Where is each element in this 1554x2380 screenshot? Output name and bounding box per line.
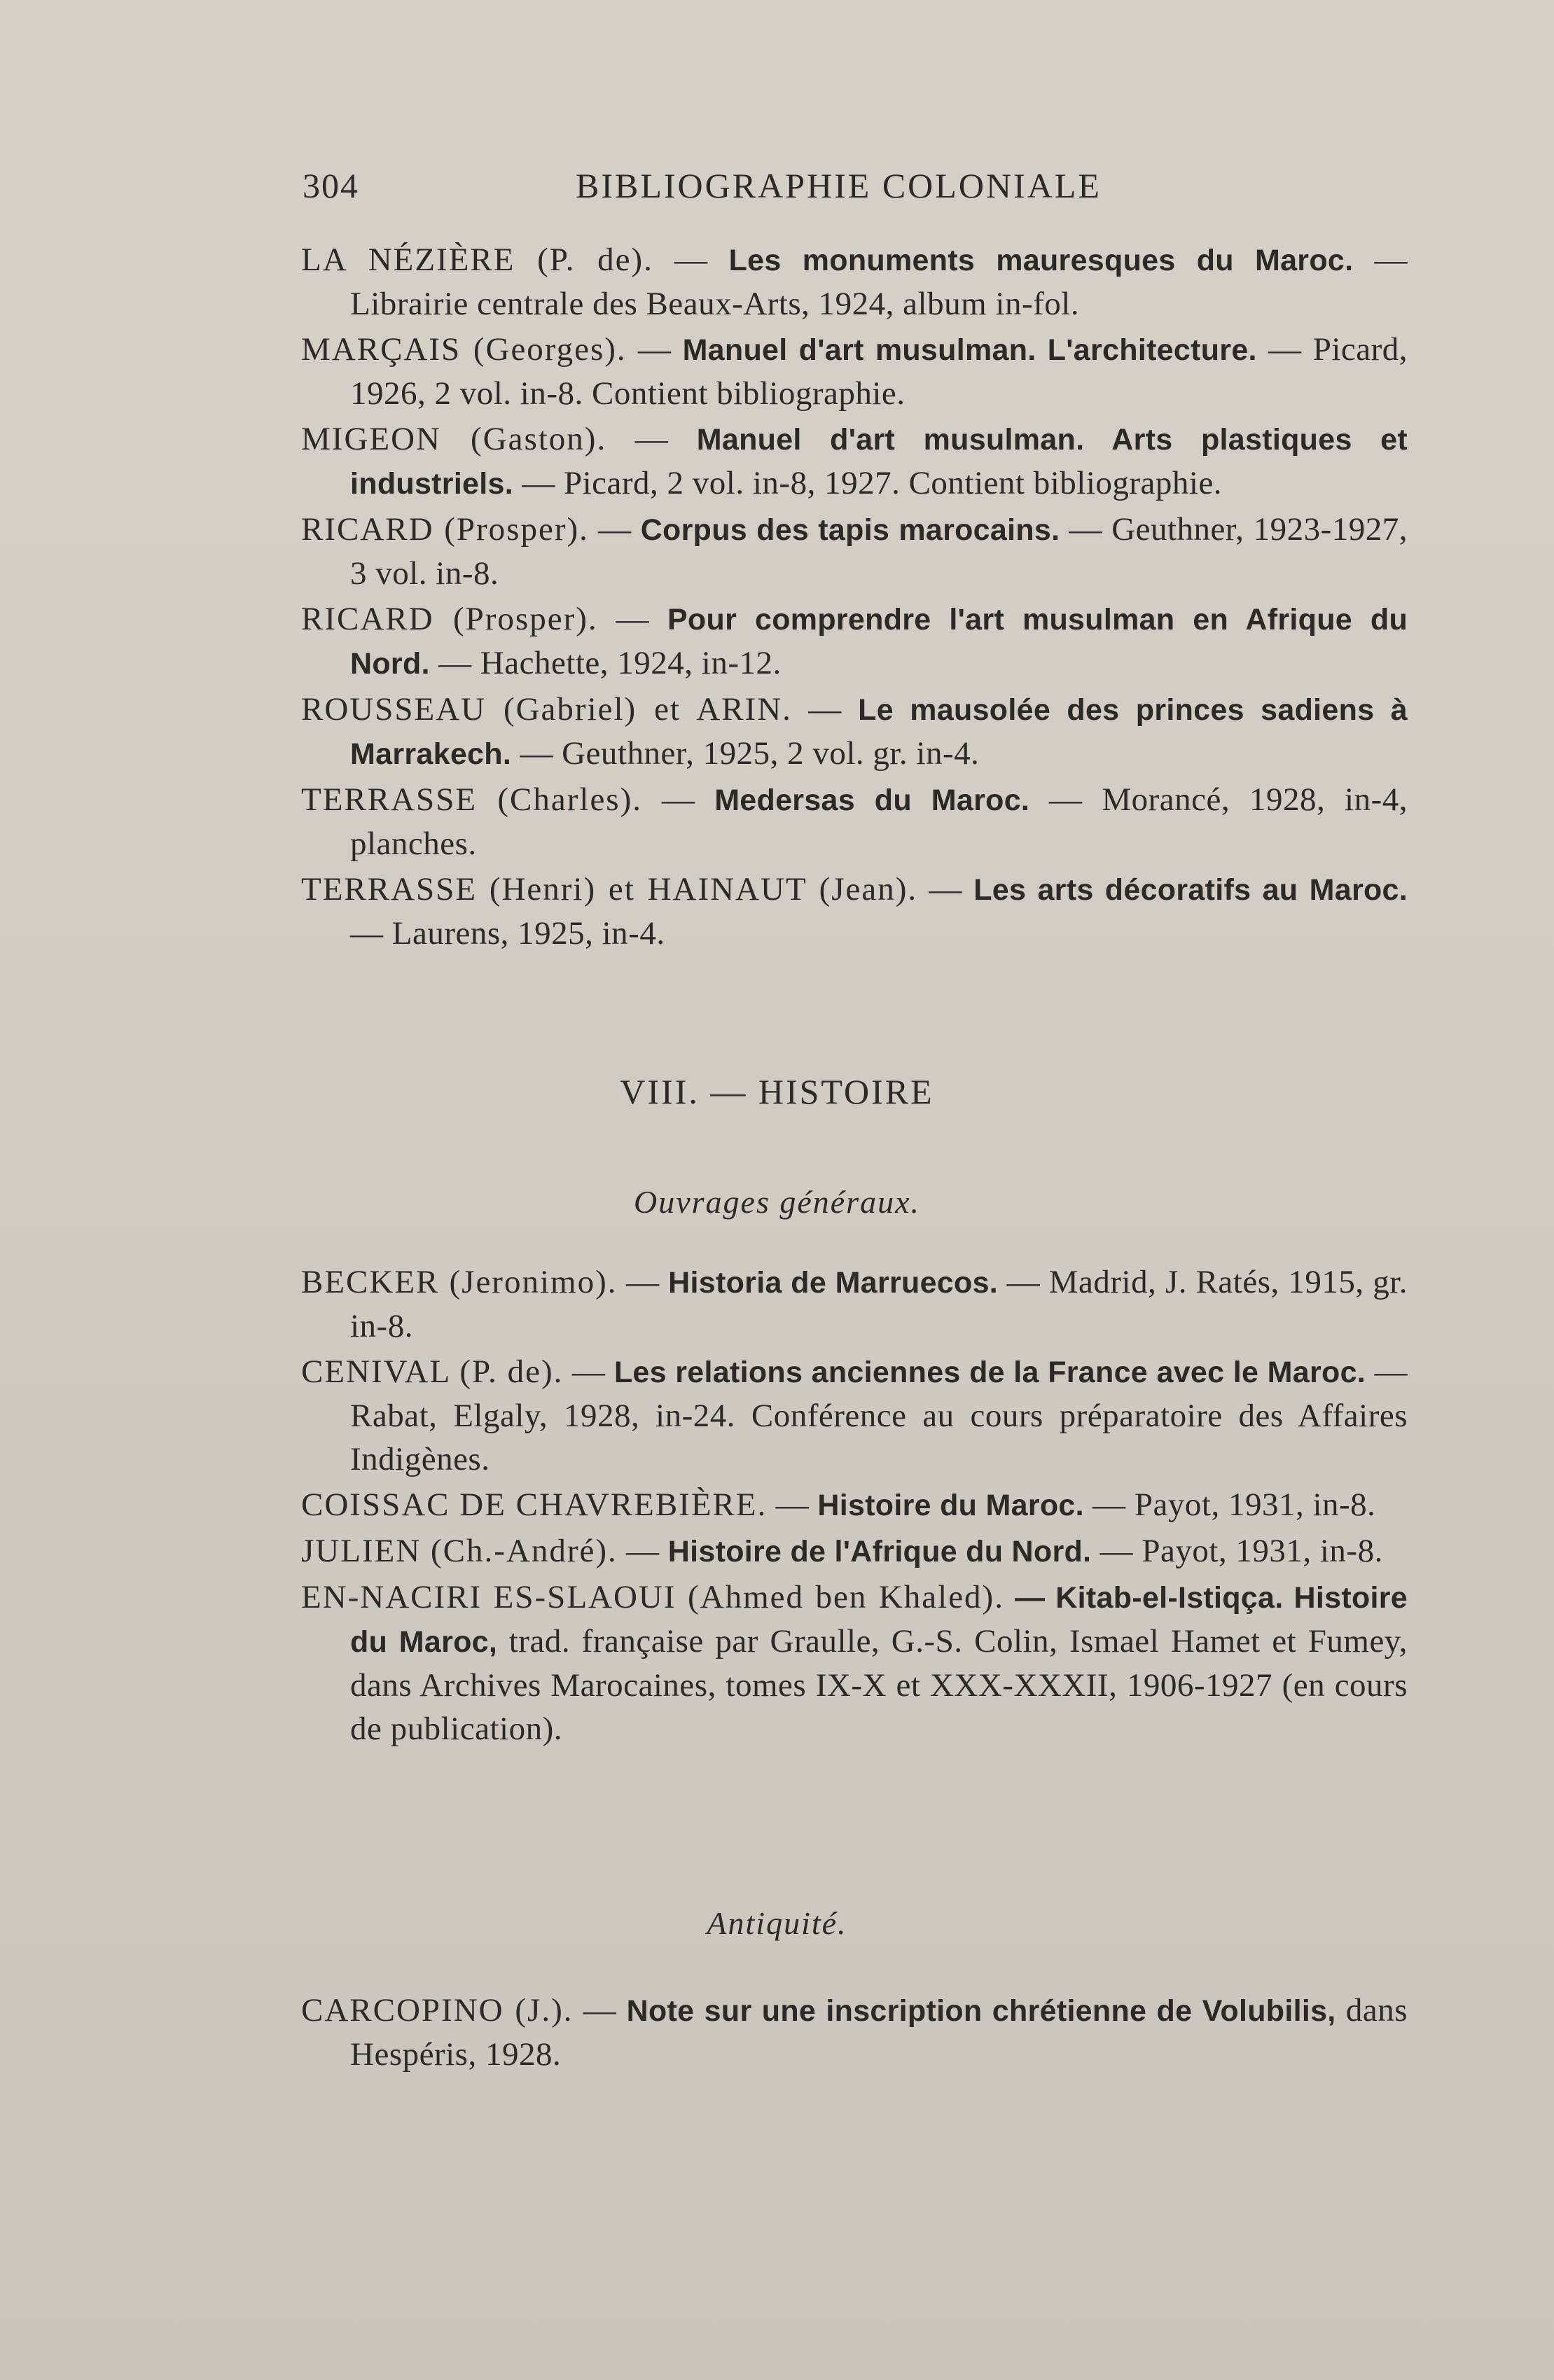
entry-title: Histoire de l'Afrique du Nord. — [667, 1535, 1092, 1568]
bibliography-entry: RICARD (Prosper). — Pour comprendre l'art musulman en Afrique du Nord. — Hachette, 1924, in-12. — [301, 601, 1408, 681]
entry-author: EN-NACIRI ES-SLAOUI (Ahmed ben Khaled). — [301, 1579, 1004, 1615]
entry-author: MIGEON (Gaston). — [301, 421, 607, 457]
section-heading: VIII. — HISTOIRE — [620, 1072, 934, 1111]
entry-author: LA NÉZIÈRE (P. de). — [301, 242, 653, 278]
bibliography-entry: MARÇAIS (Georges). — Manuel d'art musulman. L'architecture. — Picard, 1926, 2 vol. in-8. Contient bibliographie. — [301, 331, 1408, 412]
entry-details: — Geuthner, 1925, 2 vol. gr. in-4. — [520, 735, 980, 772]
bibliography-entry: COISSAC DE CHAVREBIÈRE. — Histoire du Maroc. — Payot, 1931, in-8. — [301, 1487, 1376, 1523]
bibliography-entry: MIGEON (Gaston). — Manuel d'art musulman. Arts plastiques et industriels. — Picard, 2 vol. in-8, 1927. Contient bibliographie. — [301, 421, 1408, 501]
entry-author: BECKER (Jeronimo). — [301, 1264, 618, 1300]
entry-details: — Picard, 1926, 2 vol. in-8. Contient bibliographie. — [350, 331, 1408, 412]
entry-author: CARCOPINO (J.). — [301, 1992, 574, 2028]
running-title: BIBLIOGRAPHIE COLONIALE — [576, 166, 1102, 205]
entry-author: MARÇAIS (Georges). — [301, 331, 627, 368]
entry-details: — Payot, 1931, in-8. — [1099, 1533, 1383, 1569]
page-header — [303, 165, 1423, 214]
bibliography-entry: BECKER (Jeronimo). — Historia de Marruecos. — Madrid, J. Ratés, 1915, gr. in-8. — [301, 1264, 1408, 1344]
page-number: 304 — [303, 166, 359, 205]
entry-details: — Picard, 2 vol. in-8, 1927. Contient bibliographie. — [522, 465, 1223, 501]
bibliography-entry — [301, 1575, 1408, 1751]
entry-author: TERRASSE (Henri) et HAINAUT (Jean). — [301, 871, 918, 907]
entry-details: — Geuthner, 1923-1927, 3 vol. in-8. — [350, 511, 1408, 592]
antiquity-bibliography — [301, 1989, 1408, 2078]
bibliography-entry: JULIEN (Ch.-André). — Histoire de l'Afrique du Nord. — Payot, 1931, in-8. — [301, 1533, 1383, 1569]
entry-title: Note sur une inscription chrétienne de Volubilis, — [626, 1994, 1336, 2028]
entry-details: — Hachette, 1924, in-12. — [438, 645, 782, 681]
entry-title: Medersas du Maroc. — [714, 784, 1030, 817]
entry-details: — Laurens, 1925, in-4. — [350, 915, 665, 952]
bibliography-entry: ROUSSEAU (Gabriel) et ARIN. — Le mausolée des princes sadiens à Marrakech. — Geuthner, 1925, 2 vol. gr. in-4. — [301, 691, 1408, 772]
entry-author: CENIVAL (P. de). — [301, 1353, 564, 1390]
entry-title: Les relations anciennes de la France avec le Maroc. — [613, 1356, 1366, 1389]
entry-details: — Rabat, Elgaly, 1928, in-24. Conférence au cours préparatoire des Affaires Indigènes. — [350, 1353, 1408, 1477]
entry-title: Manuel d'art musulman. Arts plastiques et industriels. — [350, 423, 1408, 501]
subsection-heading-antiquity: Antiquité. — [707, 1905, 847, 1941]
entry-title: Les monuments mauresques du Maroc. — [728, 244, 1354, 277]
bibliography-entry: LA NÉZIÈRE (P. de). — Les monuments mauresques du Maroc. — Librairie centrale des Beaux-Arts, 1924, album in-fol. — [301, 242, 1408, 322]
entry-details: — Madrid, J. Ratés, 1915, gr. in-8. — [350, 1264, 1408, 1344]
entry-author: ROUSSEAU (Gabriel) et ARIN. — [301, 691, 792, 728]
entry-title: Le mausolée des princes sadiens à Marrakech. — [350, 693, 1408, 771]
entry-title: Pour comprendre l'art musulman en Afrique du Nord. — [350, 603, 1408, 681]
entry-details: — Morancé, 1928, in-4, planches. — [350, 781, 1408, 862]
entry-title: Corpus des tapis marocains. — [640, 513, 1060, 547]
bibliography-entry: CENIVAL (P. de). — Les relations anciennes de la France avec le Maroc. — Rabat, Elgaly, 1928, in-24. Conférence au cours préparatoire des Affaires Indigènes. — [301, 1353, 1408, 1477]
entry-details: dans Hespéris, 1928. — [350, 1992, 1408, 2073]
art-bibliography — [301, 238, 1408, 957]
entry-author: COISSAC DE CHAVREBIÈRE. — [301, 1487, 768, 1523]
entry-title: Manuel d'art musulman. L'architecture. — [682, 333, 1257, 367]
entry-title: Historia de Marruecos. — [668, 1266, 999, 1300]
bibliography-entry: TERRASSE (Henri) et HAINAUT (Jean). — Les arts décoratifs au Maroc. — Laurens, 1925, in-4. — [301, 871, 1408, 952]
entry-title: Les arts décoratifs au Maroc. — [973, 873, 1408, 907]
bibliography-entry: RICARD (Prosper). — Corpus des tapis marocains. — Geuthner, 1923-1927, 3 vol. in-8. — [301, 511, 1408, 592]
entry-author: JULIEN (Ch.-André). — [301, 1533, 618, 1569]
entry-title: — Kitab-el-Istiqça. Histoire du Maroc, — [350, 1581, 1408, 1659]
entry-details: trad. française par Graulle, G.-S. Colin, Ismael Hamet et Fumey, dans Archives Marocaines, tomes IX-X et XXX-XXXII, 1906-1927 (en cours de publication). — [350, 1623, 1408, 1747]
entry-details: — Payot, 1931, in-8. — [1092, 1487, 1376, 1523]
bibliography-entry: CARCOPINO (J.). — Note sur une inscription chrétienne de Volubilis, dans Hespéris, 1928. — [301, 1992, 1408, 2073]
bibliography-entry: TERRASSE (Charles). — Medersas du Maroc. — Morancé, 1928, in-4, planches. — [301, 781, 1408, 862]
entry-details: — Librairie centrale des Beaux-Arts, 1924, album in-fol. — [350, 242, 1408, 322]
subsection-heading-general: Ouvrages généraux. — [633, 1184, 920, 1220]
entry-author: RICARD (Prosper). — [301, 511, 589, 548]
entry-title: Histoire du Maroc. — [817, 1489, 1084, 1522]
entry-author: RICARD (Prosper). — [301, 601, 598, 637]
entry-author: TERRASSE (Charles). — [301, 781, 643, 818]
general-works-bibliography — [301, 1260, 1408, 1753]
